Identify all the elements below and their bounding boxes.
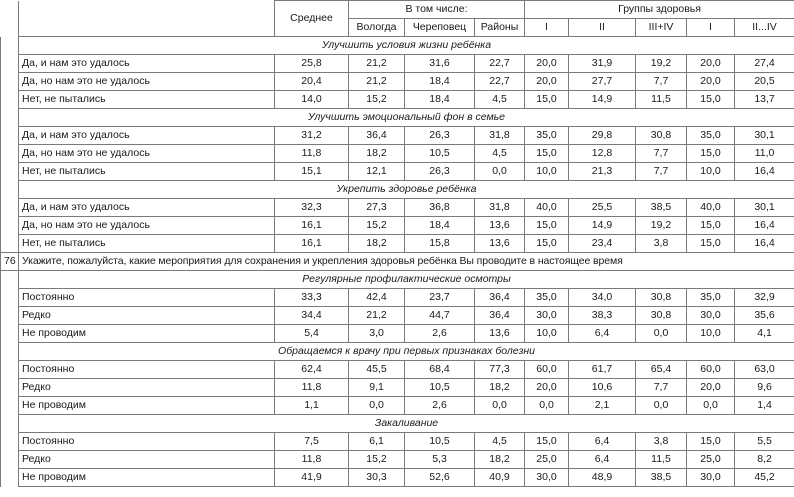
value-cell: 15,1 (275, 163, 349, 181)
value-cell: 4,5 (475, 145, 525, 163)
value-cell: 34,4 (275, 307, 349, 325)
row-blank (1, 343, 19, 361)
table-row (1, 469, 794, 487)
value-cell: 0,0 (525, 397, 569, 415)
section-title: Регулярные профилактические осмотры (19, 271, 794, 289)
row-label: Нет, не пытались (19, 163, 275, 181)
value-cell: 25,5 (569, 199, 636, 217)
value-cell: 25,0 (687, 451, 735, 469)
header-vologda: Вологда (349, 19, 405, 37)
value-cell: 19,2 (636, 55, 687, 73)
row-label: Да, и нам это удалось (19, 55, 275, 73)
row-label: Постоянно (19, 289, 275, 307)
row-blank (1, 379, 19, 397)
header-health-group: Группы здоровья (525, 1, 794, 19)
value-cell: 30,1 (735, 127, 794, 145)
table-row (1, 127, 794, 145)
value-cell: 7,7 (636, 145, 687, 163)
value-cell: 6,4 (569, 433, 636, 451)
value-cell: 35,0 (525, 127, 569, 145)
value-cell: 22,7 (475, 55, 525, 73)
value-cell: 15,0 (687, 91, 735, 109)
value-cell: 30,0 (687, 307, 735, 325)
value-cell: 15,2 (349, 217, 405, 235)
section-title: Улучшить условия жизни ребёнка (19, 37, 794, 55)
header-blank (1, 1, 19, 37)
value-cell: 15,0 (687, 433, 735, 451)
value-cell: 20,4 (275, 73, 349, 91)
value-cell: 13,7 (735, 91, 794, 109)
value-cell: 1,4 (735, 397, 794, 415)
row-blank (1, 127, 19, 145)
value-cell: 2,1 (569, 397, 636, 415)
table-row (1, 379, 794, 397)
value-cell: 18,4 (405, 91, 475, 109)
value-cell: 26,3 (405, 163, 475, 181)
row-label: Нет, не пытались (19, 235, 275, 253)
value-cell: 15,0 (525, 145, 569, 163)
table-row (1, 217, 794, 235)
value-cell: 3,8 (636, 235, 687, 253)
table-row (1, 91, 794, 109)
value-cell: 23,7 (405, 289, 475, 307)
value-cell: 15,0 (687, 145, 735, 163)
row-label: Постоянно (19, 433, 275, 451)
row-blank (1, 217, 19, 235)
value-cell: 25,8 (275, 55, 349, 73)
value-cell: 12,8 (569, 145, 636, 163)
value-cell: 9,1 (349, 379, 405, 397)
value-cell: 45,2 (735, 469, 794, 487)
value-cell: 42,4 (349, 289, 405, 307)
value-cell: 10,5 (405, 433, 475, 451)
table-row (1, 73, 794, 91)
row-blank (1, 433, 19, 451)
value-cell: 35,0 (525, 289, 569, 307)
value-cell: 8,2 (735, 451, 794, 469)
value-cell: 30,8 (636, 127, 687, 145)
value-cell: 45,5 (349, 361, 405, 379)
value-cell: 2,6 (405, 325, 475, 343)
header-including-group: В том числе: (349, 1, 525, 19)
row-label: Не проводим (19, 325, 275, 343)
value-cell: 15,0 (525, 91, 569, 109)
value-cell: 21,2 (349, 73, 405, 91)
row-blank (1, 451, 19, 469)
row-label: Да, но нам это не удалось (19, 217, 275, 235)
value-cell: 11,8 (275, 379, 349, 397)
value-cell: 31,9 (569, 55, 636, 73)
value-cell: 38,3 (569, 307, 636, 325)
value-cell: 36,4 (475, 307, 525, 325)
section-row (1, 271, 794, 289)
value-cell: 20,0 (687, 73, 735, 91)
value-cell: 60,0 (525, 361, 569, 379)
value-cell: 14,9 (569, 91, 636, 109)
value-cell: 11,5 (636, 451, 687, 469)
header-health-1b: I (687, 19, 735, 37)
table-row (1, 451, 794, 469)
value-cell: 21,3 (569, 163, 636, 181)
table-row (1, 325, 794, 343)
row-blank (1, 55, 19, 73)
header-health-2-4: II...IV (735, 19, 794, 37)
row-label: Постоянно (19, 361, 275, 379)
value-cell: 21,2 (349, 307, 405, 325)
value-cell: 29,8 (569, 127, 636, 145)
value-cell: 0,0 (349, 397, 405, 415)
value-cell: 34,0 (569, 289, 636, 307)
value-cell: 63,0 (735, 361, 794, 379)
value-cell: 31,8 (475, 199, 525, 217)
table-row (1, 397, 794, 415)
row-blank (1, 415, 19, 433)
table-row (1, 235, 794, 253)
table-row (1, 433, 794, 451)
header-health-1: I (525, 19, 569, 37)
value-cell: 18,2 (475, 379, 525, 397)
value-cell: 65,4 (636, 361, 687, 379)
row-label: Да, и нам это удалось (19, 127, 275, 145)
value-cell: 7,7 (636, 379, 687, 397)
value-cell: 10,0 (525, 325, 569, 343)
value-cell: 11,8 (275, 145, 349, 163)
row-blank (1, 469, 19, 487)
value-cell: 41,9 (275, 469, 349, 487)
row-blank (1, 37, 19, 55)
value-cell: 27,3 (349, 199, 405, 217)
table-row (1, 145, 794, 163)
header-health-2: II (569, 19, 636, 37)
value-cell: 20,0 (525, 379, 569, 397)
value-cell: 4,1 (735, 325, 794, 343)
value-cell: 27,4 (735, 55, 794, 73)
section-row (1, 415, 794, 433)
section-row (1, 181, 794, 199)
row-label: Да, но нам это не удалось (19, 73, 275, 91)
value-cell: 30,8 (636, 289, 687, 307)
value-cell: 15,8 (405, 235, 475, 253)
header-regions: Районы (475, 19, 525, 37)
value-cell: 61,7 (569, 361, 636, 379)
value-cell: 30,0 (525, 307, 569, 325)
row-blank (1, 307, 19, 325)
row-blank (1, 289, 19, 307)
section-row (1, 109, 794, 127)
table-row (1, 289, 794, 307)
value-cell: 15,2 (349, 451, 405, 469)
section-row (1, 343, 794, 361)
value-cell: 13,6 (475, 325, 525, 343)
value-cell: 32,9 (735, 289, 794, 307)
value-cell: 15,0 (687, 235, 735, 253)
value-cell: 15,0 (525, 217, 569, 235)
value-cell: 5,3 (405, 451, 475, 469)
value-cell: 2,6 (405, 397, 475, 415)
value-cell: 19,2 (636, 217, 687, 235)
row-label: Редко (19, 307, 275, 325)
value-cell: 33,3 (275, 289, 349, 307)
value-cell: 3,0 (349, 325, 405, 343)
value-cell: 3,8 (636, 433, 687, 451)
value-cell: 10,0 (687, 163, 735, 181)
section-title: Закаливание (19, 415, 794, 433)
value-cell: 7,7 (636, 163, 687, 181)
value-cell: 44,7 (405, 307, 475, 325)
value-cell: 15,0 (525, 235, 569, 253)
value-cell: 6,4 (569, 325, 636, 343)
value-cell: 13,6 (475, 217, 525, 235)
table-header (1, 1, 794, 37)
value-cell: 10,0 (687, 325, 735, 343)
value-cell: 14,0 (275, 91, 349, 109)
value-cell: 13,6 (475, 235, 525, 253)
value-cell: 25,0 (525, 451, 569, 469)
section-title: Укрепить здоровье ребёнка (19, 181, 794, 199)
value-cell: 35,0 (687, 127, 735, 145)
value-cell: 40,0 (687, 199, 735, 217)
value-cell: 18,2 (475, 451, 525, 469)
value-cell: 36,4 (349, 127, 405, 145)
value-cell: 35,6 (735, 307, 794, 325)
value-cell: 12,1 (349, 163, 405, 181)
row-label: Не проводим (19, 469, 275, 487)
value-cell: 0,0 (475, 397, 525, 415)
row-blank (1, 163, 19, 181)
value-cell: 9,6 (735, 379, 794, 397)
value-cell: 18,4 (405, 217, 475, 235)
value-cell: 5,4 (275, 325, 349, 343)
value-cell: 31,6 (405, 55, 475, 73)
value-cell: 31,8 (475, 127, 525, 145)
value-cell: 6,4 (569, 451, 636, 469)
value-cell: 30,0 (525, 469, 569, 487)
value-cell: 15,0 (525, 433, 569, 451)
value-cell: 40,0 (525, 199, 569, 217)
row-label: Редко (19, 379, 275, 397)
value-cell: 38,5 (636, 469, 687, 487)
value-cell: 4,5 (475, 433, 525, 451)
value-cell: 31,2 (275, 127, 349, 145)
value-cell: 14,9 (569, 217, 636, 235)
row-blank (1, 91, 19, 109)
table-row (1, 361, 794, 379)
value-cell: 35,0 (687, 289, 735, 307)
row-blank (1, 145, 19, 163)
value-cell: 30,1 (735, 199, 794, 217)
value-cell: 40,9 (475, 469, 525, 487)
table-row (1, 307, 794, 325)
row-label: Да, и нам это удалось (19, 199, 275, 217)
value-cell: 4,5 (475, 91, 525, 109)
row-label: Нет, не пытались (19, 91, 275, 109)
value-cell: 30,0 (687, 469, 735, 487)
header-health-3-4: III+IV (636, 19, 687, 37)
table-body (1, 37, 794, 487)
value-cell: 18,4 (405, 73, 475, 91)
value-cell: 15,2 (349, 91, 405, 109)
value-cell: 10,5 (405, 145, 475, 163)
row-label: Не проводим (19, 397, 275, 415)
value-cell: 6,1 (349, 433, 405, 451)
value-cell: 36,4 (475, 289, 525, 307)
value-cell: 7,7 (636, 73, 687, 91)
value-cell: 18,2 (349, 235, 405, 253)
row-blank (1, 361, 19, 379)
value-cell: 0,0 (636, 397, 687, 415)
header-average: Среднее (275, 1, 349, 37)
value-cell: 23,4 (569, 235, 636, 253)
row-blank (1, 235, 19, 253)
value-cell: 26,3 (405, 127, 475, 145)
value-cell: 10,5 (405, 379, 475, 397)
value-cell: 21,2 (349, 55, 405, 73)
value-cell: 1,1 (275, 397, 349, 415)
value-cell: 62,4 (275, 361, 349, 379)
value-cell: 10,6 (569, 379, 636, 397)
value-cell: 52,6 (405, 469, 475, 487)
row-label: Да, но нам это не удалось (19, 145, 275, 163)
value-cell: 20,0 (525, 73, 569, 91)
question-text: Укажите, пожалуйста, какие мероприятия для сохранения и укрепления здоровья ребёнка Вы проводите в настоящее время (19, 253, 794, 271)
value-cell: 18,2 (349, 145, 405, 163)
value-cell: 16,1 (275, 217, 349, 235)
value-cell: 32,3 (275, 199, 349, 217)
value-cell: 15,0 (687, 217, 735, 235)
value-cell: 20,0 (687, 379, 735, 397)
section-title: Улучшить эмоциональный фон в семье (19, 109, 794, 127)
row-blank (1, 397, 19, 415)
table-row (1, 55, 794, 73)
value-cell: 0,0 (636, 325, 687, 343)
value-cell: 20,0 (687, 55, 735, 73)
header-cherepovets: Череповец (405, 19, 475, 37)
row-blank (1, 181, 19, 199)
row-blank (1, 109, 19, 127)
question-row (1, 253, 794, 271)
value-cell: 68,4 (405, 361, 475, 379)
section-title: Обращаемся к врачу при первых признаках болезни (19, 343, 794, 361)
table-row (1, 163, 794, 181)
value-cell: 22,7 (475, 73, 525, 91)
value-cell: 5,5 (735, 433, 794, 451)
value-cell: 77,3 (475, 361, 525, 379)
value-cell: 16,4 (735, 217, 794, 235)
value-cell: 16,4 (735, 163, 794, 181)
value-cell: 27,7 (569, 73, 636, 91)
value-cell: 30,3 (349, 469, 405, 487)
value-cell: 16,1 (275, 235, 349, 253)
value-cell: 11,0 (735, 145, 794, 163)
value-cell: 0,0 (687, 397, 735, 415)
value-cell: 60,0 (687, 361, 735, 379)
row-blank (1, 199, 19, 217)
value-cell: 16,4 (735, 235, 794, 253)
value-cell: 7,5 (275, 433, 349, 451)
value-cell: 20,5 (735, 73, 794, 91)
question-number: 76 (1, 253, 19, 271)
row-blank (1, 271, 19, 289)
row-blank (1, 73, 19, 91)
value-cell: 30,8 (636, 307, 687, 325)
table-row (1, 199, 794, 217)
row-label: Редко (19, 451, 275, 469)
value-cell: 0,0 (475, 163, 525, 181)
value-cell: 20,0 (525, 55, 569, 73)
value-cell: 11,5 (636, 91, 687, 109)
value-cell: 36,8 (405, 199, 475, 217)
row-blank (1, 325, 19, 343)
value-cell: 48,9 (569, 469, 636, 487)
value-cell: 10,0 (525, 163, 569, 181)
section-row (1, 37, 794, 55)
header-label-col (19, 1, 275, 37)
value-cell: 11,8 (275, 451, 349, 469)
value-cell: 38,5 (636, 199, 687, 217)
